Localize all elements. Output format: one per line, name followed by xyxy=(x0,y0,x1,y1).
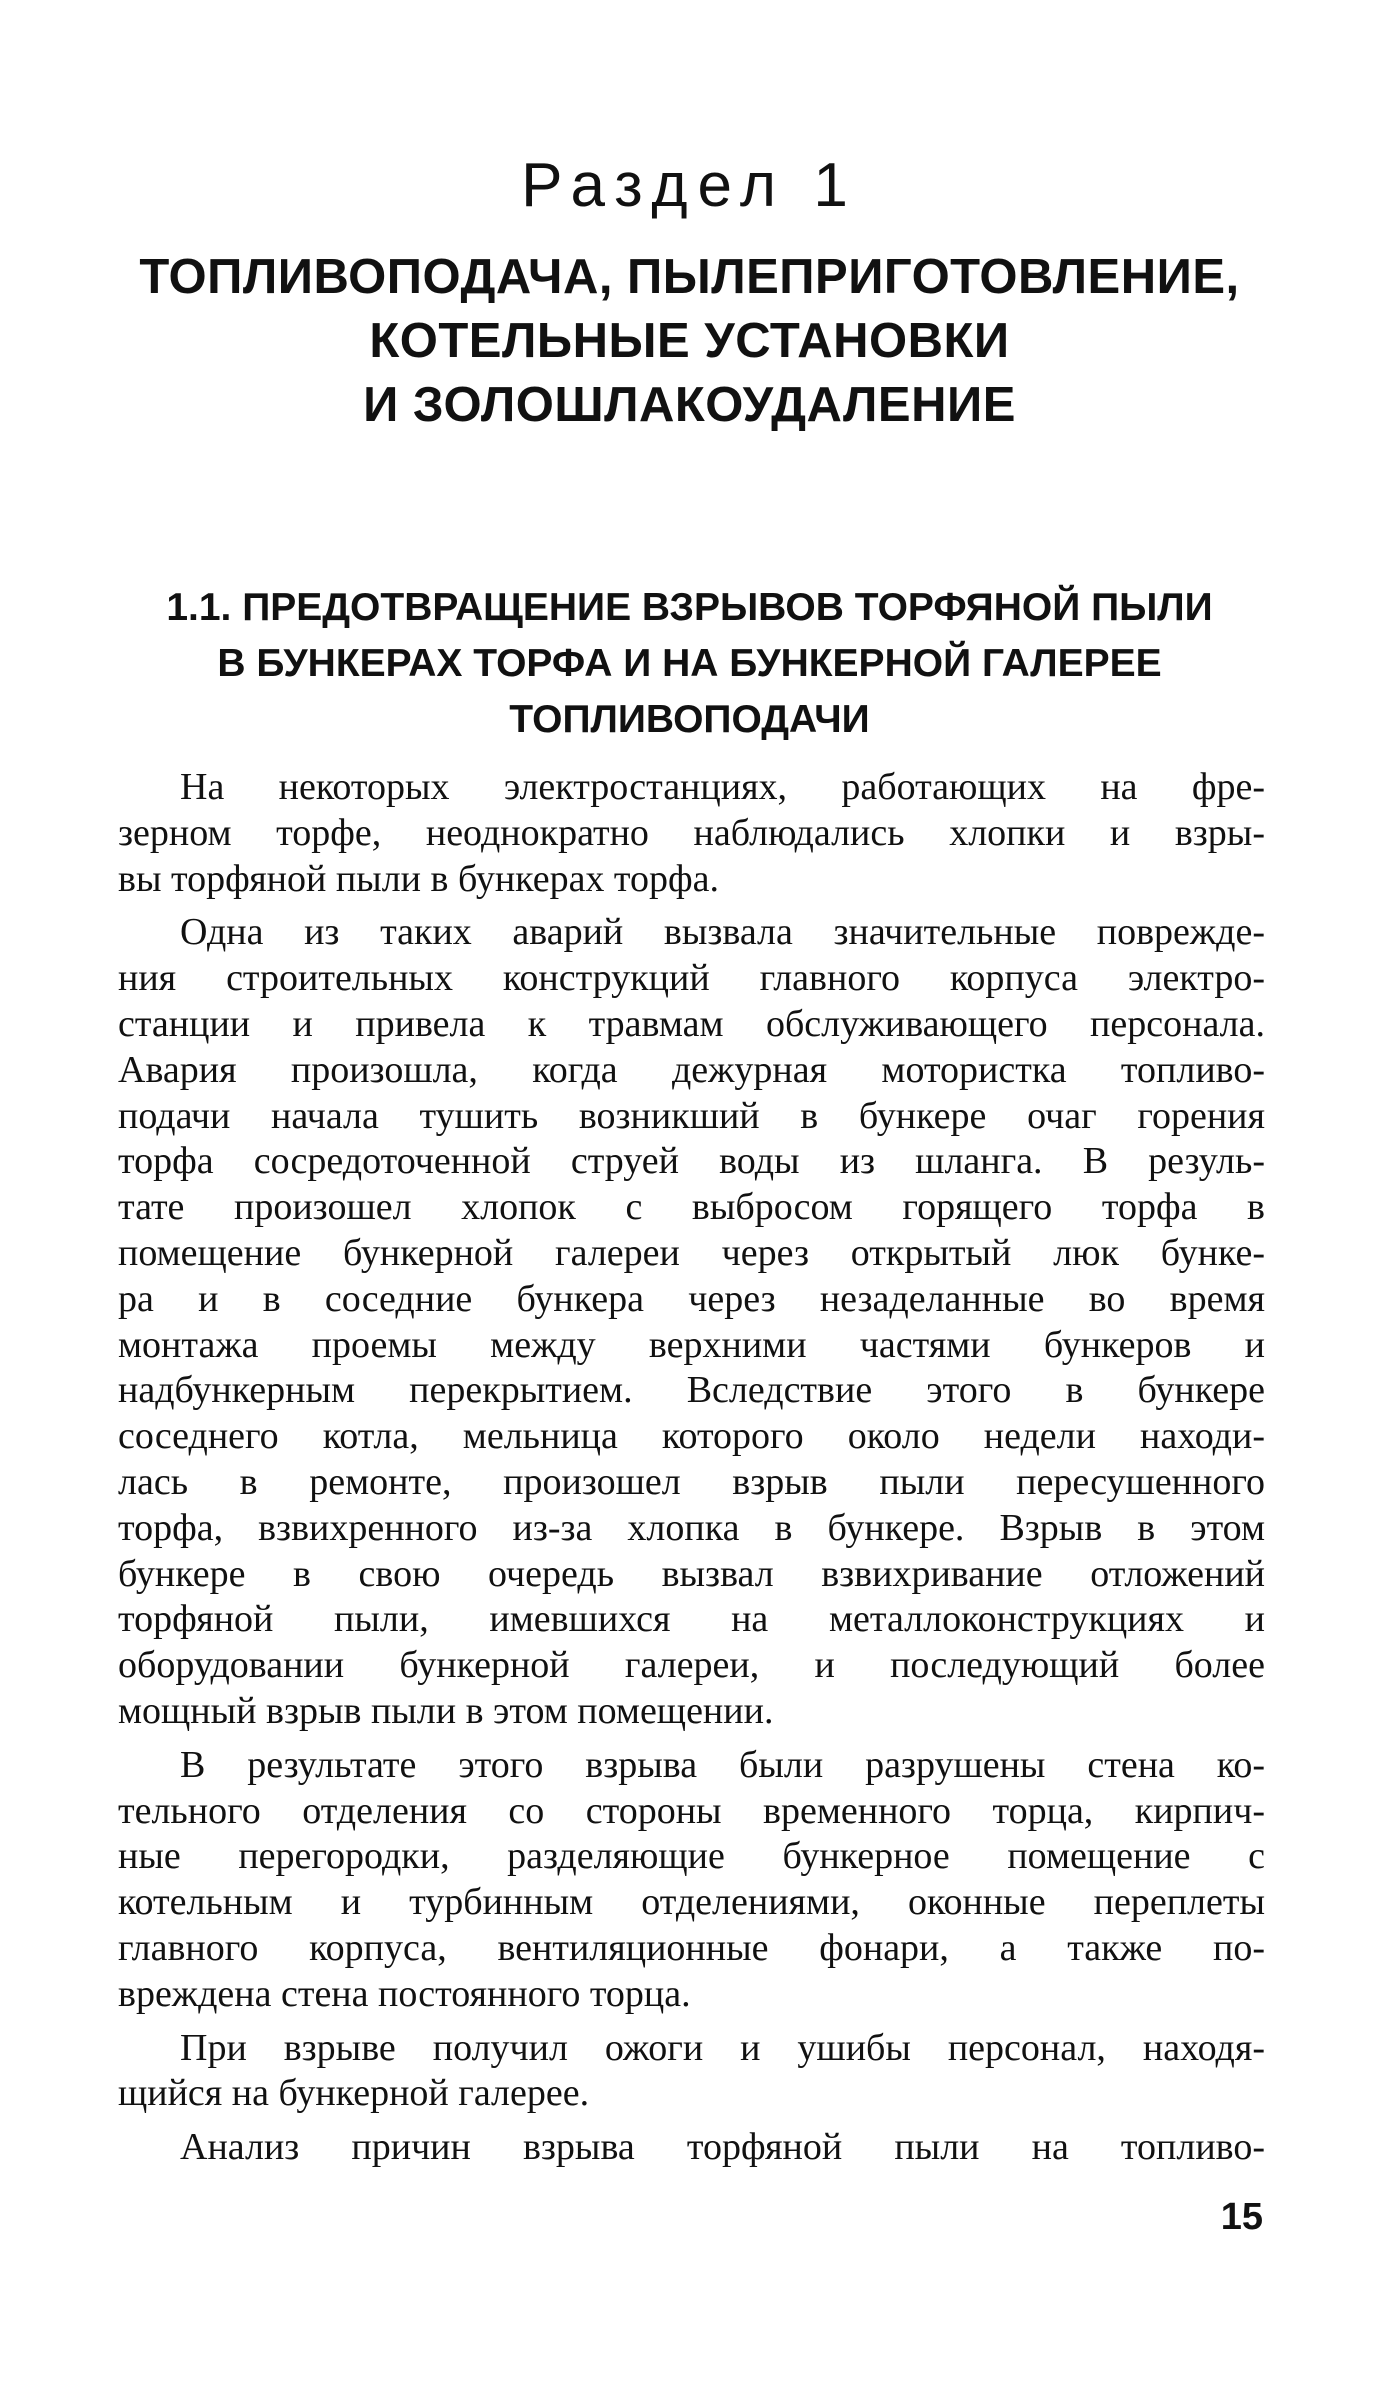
chapter-heading-line: ТОПЛИВОПОДАЧИ xyxy=(509,698,870,741)
text-line: тельного отделения со стороны временного торца, кирпич- xyxy=(118,1789,1265,1832)
paragraph xyxy=(118,2125,1265,2171)
text-line: Авария произошла, когда дежурная мотористка топливо- xyxy=(118,1048,1265,1091)
text-line: торфяной пыли, имевшихся на металлоконструкциях и xyxy=(118,1598,1265,1641)
text-line: ные перегородки, разделяющие бункерное помещение с xyxy=(118,1835,1265,1878)
section-label: Раздел 1 xyxy=(521,151,858,220)
text-line: лась в ремонте, произошел взрыв пыли пересушенного xyxy=(118,1460,1265,1503)
text-line: подачи начала тушить возникший в бункере очаг горения xyxy=(118,1094,1265,1137)
section-title xyxy=(80,245,1299,437)
text-line: торфа сосредоточенной струей воды из шланга. В резуль- xyxy=(118,1140,1265,1183)
page-number: 15 xyxy=(1220,2196,1263,2238)
text-line: ра и в соседние бункера через незаделанные во время xyxy=(118,1277,1265,1320)
text-line: монтажа проемы между верхними частями бункеров и xyxy=(118,1323,1265,1366)
paragraph xyxy=(118,2026,1265,2118)
text-line: оборудовании бункерной галереи, и последующий более xyxy=(118,1644,1265,1687)
chapter-heading-line: В БУНКЕРАХ ТОРФА И НА БУНКЕРНОЙ ГАЛЕРЕЕ xyxy=(217,642,1162,685)
text-line: Анализ причин взрыва торфяной пыли на топливо- xyxy=(180,2126,1265,2169)
text-line: торфа, взвихренного из-за хлопка в бункере. Взрыв в этом xyxy=(118,1506,1265,1549)
section-title-line: КОТЕЛЬНЫЕ УСТАНОВКИ xyxy=(369,314,1010,368)
text-line: вы торфяной пыли в бункерах торфа. xyxy=(118,857,720,900)
text-line: главного корпуса, вентиляционные фонари, а также по- xyxy=(118,1926,1265,1969)
text-line: вреждена стена постоянного торца. xyxy=(118,1972,691,2015)
text-line: зерном торфе, неоднократно наблюдались хлопки и взры- xyxy=(118,811,1265,854)
paragraph xyxy=(118,1743,1265,2018)
text-line: щийся на бункерной галерее. xyxy=(118,2072,590,2115)
text-line: ния строительных конструкций главного корпуса электро- xyxy=(118,957,1265,1000)
body-text xyxy=(118,765,1265,2179)
section-title-line: ТОПЛИВОПОДАЧА, ПЫЛЕПРИГОТОВЛЕНИЕ, xyxy=(139,250,1240,304)
text-line: Одна из таких аварий вызвала значительные поврежде- xyxy=(180,911,1265,954)
chapter-heading-line: 1.1. ПРЕДОТВРАЩЕНИЕ ВЗРЫВОВ ТОРФЯНОЙ ПЫЛИ xyxy=(166,586,1213,629)
text-line: тате произошел хлопок с выбросом горящего торфа в xyxy=(118,1186,1265,1229)
text-line: котельным и турбинным отделениями, оконные переплеты xyxy=(118,1881,1265,1924)
text-line: помещение бункерной галереи через открытый люк бунке- xyxy=(118,1231,1265,1274)
text-line: На некоторых электростанциях, работающих на фре- xyxy=(180,766,1265,808)
text-line: соседнего котла, мельница которого около недели находи- xyxy=(118,1415,1265,1458)
section-title-line: И ЗОЛОШЛАКОУДАЛЕНИЕ xyxy=(363,378,1016,432)
text-line: бункере в свою очередь вызвал взвихривание отложений xyxy=(118,1552,1265,1595)
paragraph xyxy=(118,910,1265,1734)
text-line: мощный взрыв пыли в этом помещении. xyxy=(118,1689,774,1732)
text-line: В результате этого взрыва были разрушены стена ко- xyxy=(180,1743,1265,1786)
chapter-heading xyxy=(100,580,1279,748)
text-line: станции и привела к травмам обслуживающего персонала. xyxy=(118,1002,1265,1045)
paragraph xyxy=(118,765,1265,902)
text-line: При взрыве получил ожоги и ушибы персонал, находя- xyxy=(180,2026,1265,2069)
text-line: надбункерным перекрытием. Вследствие этого в бункере xyxy=(118,1369,1265,1412)
